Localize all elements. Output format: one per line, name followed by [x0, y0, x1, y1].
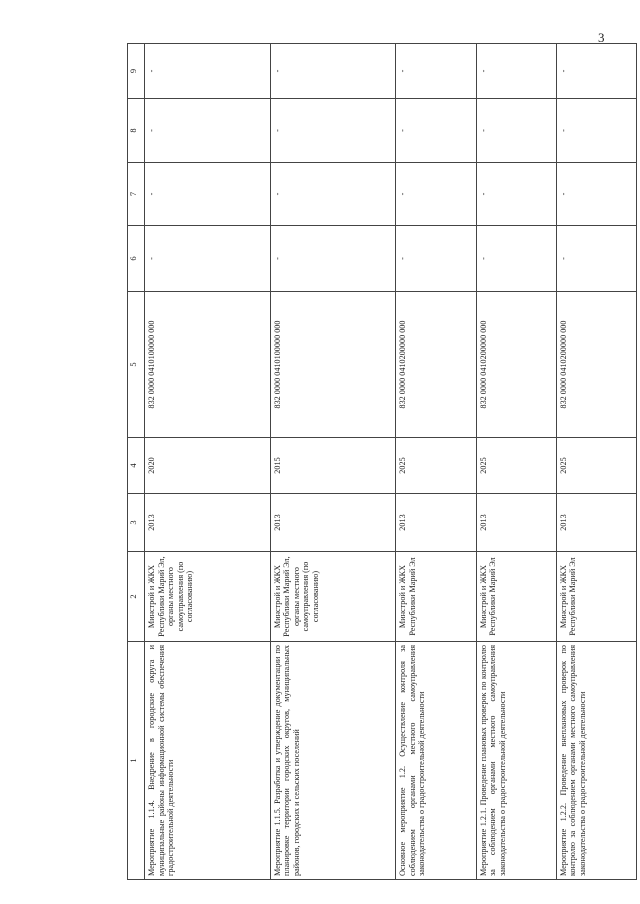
- start-year-cell: 2013: [476, 494, 556, 552]
- budget-code-cell: 832 0000 0410200000 000: [476, 292, 556, 438]
- col9-cell: -: [476, 44, 556, 99]
- col6-cell: -: [556, 226, 636, 292]
- activity-cell: Мероприятие 1.1.4. Внедрение в городские округа и муниципальные районы информационной системы обеспечения градостроительной деятельности: [145, 642, 271, 880]
- budget-code-cell: 832 0000 0410200000 000: [556, 292, 636, 438]
- rotated-table-sheet: [127, 44, 637, 880]
- start-year-cell: 2013: [270, 494, 396, 552]
- col-header-3: 3: [128, 494, 145, 552]
- col-header-9: 9: [128, 44, 145, 99]
- activity-cell: Мероприятие 1.2.1. Проведение плановых проверок по контролю за соблюдением органами местного самоуправления законодательства о градостроительной деятельности: [476, 642, 556, 880]
- col-header-6: 6: [128, 226, 145, 292]
- col7-cell: -: [396, 163, 476, 226]
- col-header-8: 8: [128, 99, 145, 163]
- end-year-cell: 2015: [270, 438, 396, 494]
- col6-cell: -: [476, 226, 556, 292]
- responsible-cell: Минстрой и ЖКХ Республики Марий Эл: [476, 552, 556, 642]
- header-row: [128, 44, 145, 880]
- activity-cell: Мероприятие 1.1.5. Разработка и утверждение документации по планировке территории городских округов, муниципальных районов, городских и сельских поселений: [270, 642, 396, 880]
- col7-cell: -: [270, 163, 396, 226]
- table-row: [476, 44, 556, 880]
- col7-cell: -: [145, 163, 271, 226]
- col8-cell: -: [396, 99, 476, 163]
- table-row: [145, 44, 271, 880]
- table-row: [270, 44, 396, 880]
- start-year-cell: 2013: [556, 494, 636, 552]
- col9-cell: -: [270, 44, 396, 99]
- budget-code-cell: 832 0000 0410100000 000: [145, 292, 271, 438]
- col9-cell: -: [396, 44, 476, 99]
- responsible-cell: Минстрой и ЖКХ Республики Марий Эл, органы местного самоуправления (по согласованию): [270, 552, 396, 642]
- col6-cell: -: [145, 226, 271, 292]
- col7-cell: -: [476, 163, 556, 226]
- col8-cell: -: [270, 99, 396, 163]
- end-year-cell: 2025: [556, 438, 636, 494]
- col8-cell: -: [145, 99, 271, 163]
- responsible-cell: Минстрой и ЖКХ Республики Марий Эл, органы местного самоуправления (по согласованию): [145, 552, 271, 642]
- responsible-cell: Минстрой и ЖКХ Республики Марий Эл: [396, 552, 476, 642]
- col8-cell: -: [556, 99, 636, 163]
- start-year-cell: 2013: [145, 494, 271, 552]
- col9-cell: -: [556, 44, 636, 99]
- end-year-cell: 2025: [476, 438, 556, 494]
- page-number: 3: [598, 30, 605, 45]
- col6-cell: -: [270, 226, 396, 292]
- col-header-1: 1: [128, 642, 145, 880]
- col7-cell: -: [556, 163, 636, 226]
- program-table: [127, 43, 637, 880]
- end-year-cell: 2025: [396, 438, 476, 494]
- table-row: [396, 44, 476, 880]
- budget-code-cell: 832 0000 0410200000 000: [396, 292, 476, 438]
- budget-code-cell: 832 0000 0410100000 000: [270, 292, 396, 438]
- col6-cell: -: [396, 226, 476, 292]
- start-year-cell: 2013: [396, 494, 476, 552]
- activity-cell: Основное мероприятие 1.2. Осуществление контроля за соблюдением органами местного самоуправления законодательства о градостроительной деятельности: [396, 642, 476, 880]
- col-header-5: 5: [128, 292, 145, 438]
- col-header-2: 2: [128, 552, 145, 642]
- table-row: [556, 44, 636, 880]
- col-header-7: 7: [128, 163, 145, 226]
- activity-cell: Мероприятие 1.2.2. Проведение внеплановых проверок по контролю за соблюдением органами местного самоуправления законодательства о градостроительной деятельности: [556, 642, 636, 880]
- col9-cell: -: [145, 44, 271, 99]
- responsible-cell: Минстрой и ЖКХ Республики Марий Эл: [556, 552, 636, 642]
- end-year-cell: 2020: [145, 438, 271, 494]
- col8-cell: -: [476, 99, 556, 163]
- col-header-4: 4: [128, 438, 145, 494]
